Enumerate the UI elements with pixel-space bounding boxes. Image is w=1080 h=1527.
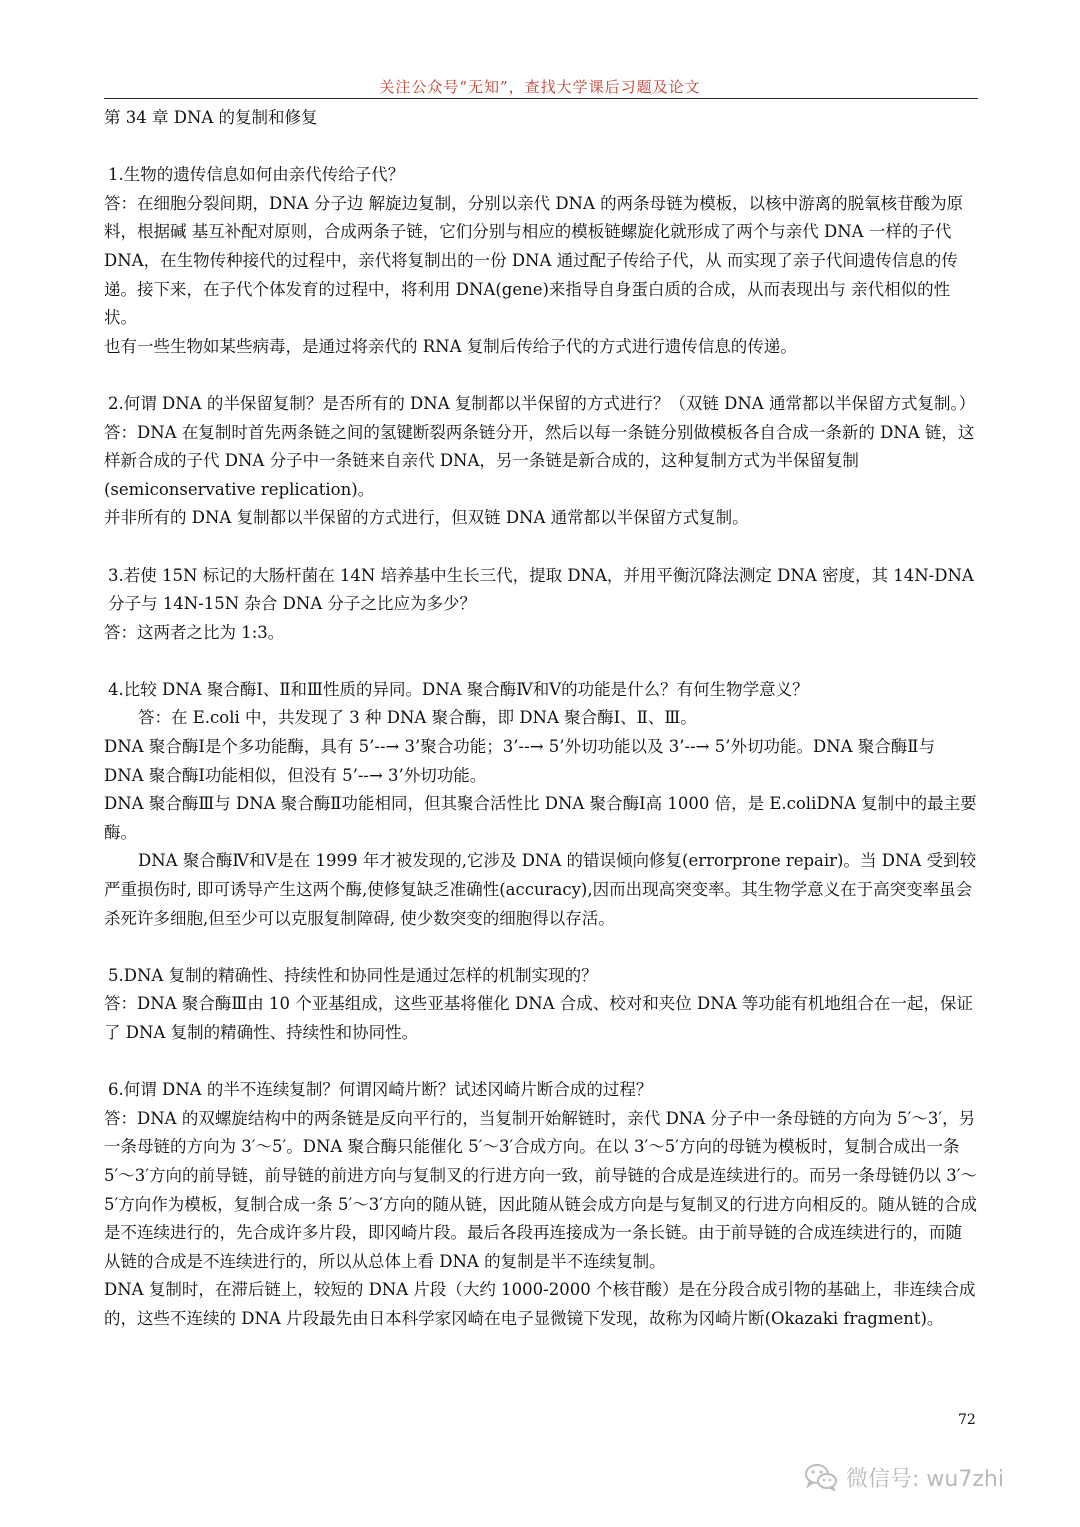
answer-6-paragraph-2: DNA 复制时，在滞后链上，较短的 DNA 片段（大约 1000-2000 个核苷酸）是在分段合成引物的基础上，非连续合成的，这些不连续的 DNA 片段最先由日本科学家冈崎在电子显微镜下发现，故称为冈崎片断(Okazaki fragment)。: [104, 1280, 976, 1328]
header-divider: [104, 98, 978, 99]
chapter-title: 第 34 章 DNA 的复制和修复: [104, 108, 318, 127]
question-4: 4.比较 DNA 聚合酶Ⅰ、Ⅱ和Ⅲ性质的异同。DNA 聚合酶Ⅳ和Ⅴ的功能是什么？有何生物学意义？: [108, 679, 809, 699]
page-number: 72: [958, 1412, 976, 1428]
header-banner: 关注公众号“无知”，查找大学课后习题及论文: [379, 78, 701, 96]
document-body: [104, 102, 978, 1334]
answer-6-paragraph-1: 答：DNA 的双螺旋结构中的两条链是反向平行的，当复制开始解链时，亲代 DNA 分子中一条母链的方向为 5′～3′，另一条母链的方向为 3′～5′。DNA 聚合酶只能催化 5′～3′合成方向。在以 3′～5′方向的母链为模板时，复制合成出一条 5′～3′方向的前导链，前导链的前进方向与复制叉的行进方向一致，前导链的合成是连续进行的。而另一条母链仍以 3′～5′方向作为模板，复制合成一条 5′～3′方向的随从链，因此随从链会成方向是与复制叉的行进方向相反的。随从链的合成是不连续进行的，先合成许多片段，即冈崎片段。最后各段再连接成为一条长链。由于前导链的合成连续进行的，而随从链的合成是不连续进行的，所以从总体上看 DNA 的复制是半不连续复制。: [104, 1108, 977, 1271]
answer-4-paragraph-3: DNA 聚合酶Ⅲ与 DNA 聚合酶Ⅱ功能相同，但其聚合活性比 DNA 聚合酶Ⅰ高 1000 倍，是 E.coliDNA 复制中的最主要酶。: [104, 794, 977, 842]
question-6: 6.何谓 DNA 的半不连续复制？何谓冈崎片断？试述冈崎片断合成的过程？: [108, 1080, 653, 1100]
question-3: 3.若使 15N 标记的大肠杆菌在 14N 培养基中生长三代，提取 DNA，并用平衡沉降法测定 DNA 密度，其 14N-DNA 分子与 14N-15N 杂合 DNA 分子之比应为多少？: [108, 565, 974, 614]
answer-4-paragraph-2: DNA 聚合酶Ⅰ是个多功能酶，具有 5’--→ 3’聚合功能；3’--→ 5’外切功能以及 3’--→ 5’外切功能。DNA 聚合酶Ⅱ与 DNA 聚合酶Ⅰ功能相似，但没有 5’--→ 3’外切功能。: [104, 737, 935, 785]
question-2: 2.何谓 DNA 的半保留复制？是否所有的 DNA 复制都以半保留的方式进行？（双链 DNA 通常都以半保留方式复制。）: [108, 393, 976, 413]
answer-5-paragraph-1: 答：DNA 聚合酶Ⅲ由 10 个亚基组成，这些亚基将催化 DNA 合成、校对和夹位 DNA 等功能有机地组合在一起，保证了 DNA 复制的精确性、持续性和协同性。: [104, 994, 973, 1042]
wechat-watermark: [804, 1462, 1004, 1492]
answer-4-paragraph-4: DNA 聚合酶Ⅳ和Ⅴ是在 1999 年才被发现的,它涉及 DNA 的错误倾向修复(errorprone repair)。当 DNA 受到较严重损伤时, 即可诱导产生这两个酶,使修复缺乏准确性(accuracy),因而出现高突变率。其生物学意义在于高突变率虽会杀死许多细胞,但至少可以克服复制障碍, 使少数突变的细胞得以存活。: [104, 851, 977, 928]
answer-4-paragraph-1: 答：在 E.coli 中，共发现了 3 种 DNA 聚合酶，即 DNA 聚合酶Ⅰ、Ⅱ、Ⅲ。: [138, 708, 697, 728]
question-5: 5.DNA 复制的精确性、持续性和协同性是通过怎样的机制实现的？: [108, 965, 598, 985]
answer-1-paragraph-1: 答：在细胞分裂间期，DNA 分子边 解旋边复制，分别以亲代 DNA 的两条母链为模板，以核中游离的脱氧核苷酸为原料，根据碱 基互补配对原则，合成两条子链，它们分别与相应的模板链螺旋化就形成了两个与亲代 DNA 一样的子代 DNA，在生物传种接代的过程中，亲代将复制出的一份 DNA 通过配子传给子代，从 而实现了亲子代间遗传信息的传递。接下来，在子代个体发育的过程中，将利用 DNA(gene)来指导自身蛋白质的合成，从而表现出与 亲代相似的性状。: [104, 193, 964, 328]
wechat-icon: [804, 1463, 838, 1491]
answer-2-paragraph-2: 并非所有的 DNA 复制都以半保留的方式进行，但双链 DNA 通常都以半保留方式复制。: [104, 508, 749, 528]
watermark-text: 微信号: wu7zhi: [846, 1466, 1004, 1492]
answer-3-paragraph-1: 答：这两者之比为 1:3。: [104, 622, 285, 642]
answer-1-paragraph-2: 也有一些生物如某些病毒，是通过将亲代的 RNA 复制后传给子代的方式进行遗传信息的传递。: [104, 336, 797, 356]
answer-2-paragraph-1: 答：DNA 在复制时首先两条链之间的氢键断裂两条链分开，然后以每一条链分别做模板各自合成一条新的 DNA 链，这样新合成的子代 DNA 分子中一条链来自亲代 DNA，另一条链是新合成的，这种复制方式为半保留复制(semiconservative replication)。: [104, 422, 975, 499]
question-1: 1.生物的遗传信息如何由亲代传给子代？: [108, 165, 405, 185]
